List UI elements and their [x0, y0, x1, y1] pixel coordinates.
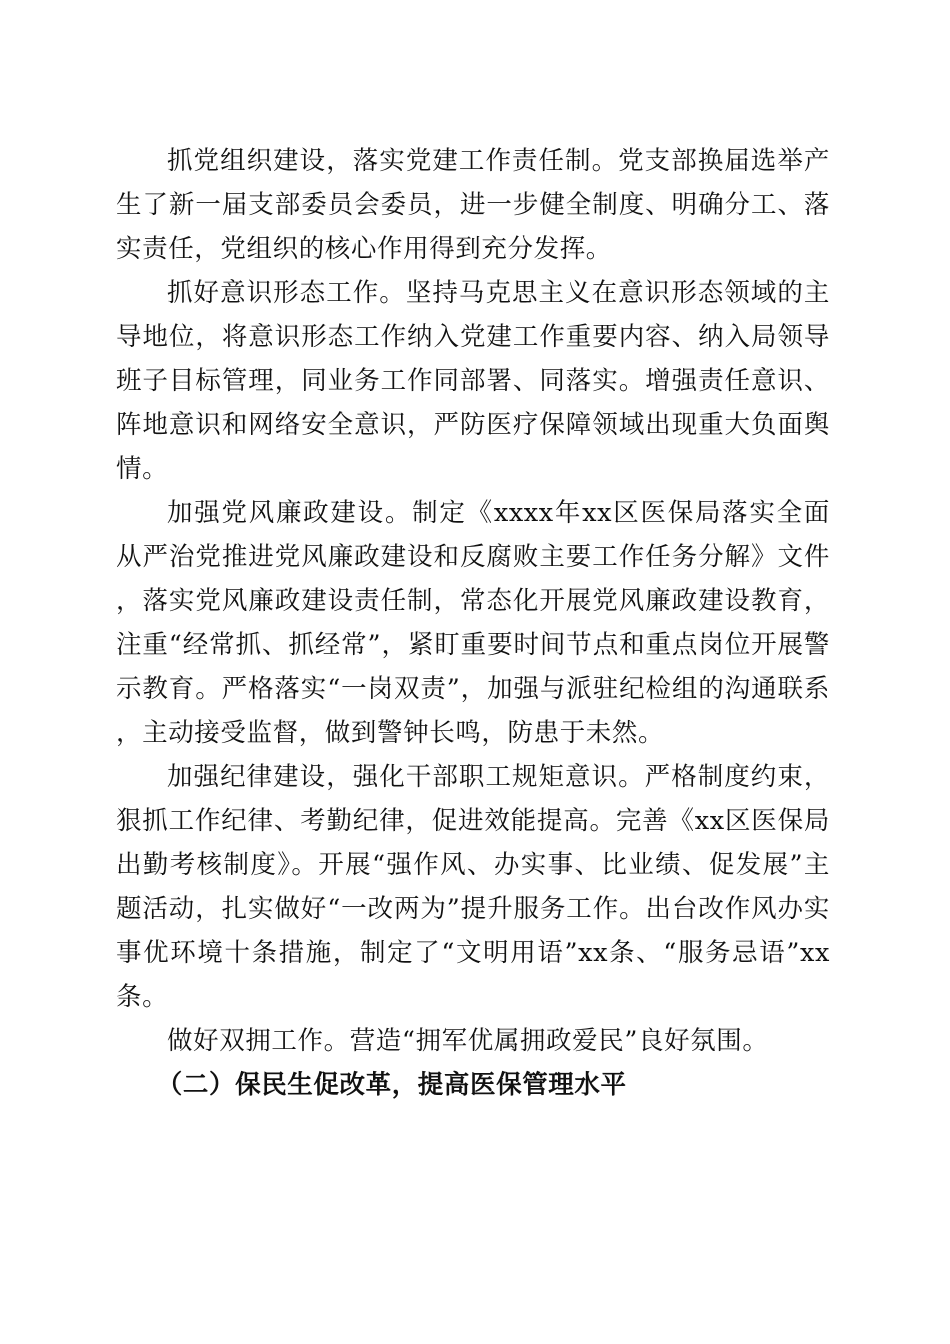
section-heading: （二）保民生促改革，提高医保管理水平: [156, 1070, 627, 1100]
paragraph-double-support: 做好双拥工作。营造“拥军优属拥政爱民”良好氛围。: [167, 1026, 769, 1056]
paragraph-ideology-work: 抓好意识形态工作。坚持马克思主义在意识形态领域的主导地位，将意识形态工作纳入党建工作重要内容、纳入局领导班子目标管理，同业务工作同部署、同落实。增强责任意识、阵地意识和网络安全意识，严防医疗保障领域出现重大负面舆情。: [116, 278, 830, 484]
paragraph-discipline-building: 加强纪律建设，强化干部职工规矩意识。严格制度约束，狠抓工作纪律、考勤纪律，促进效能提高。完善《xx区医保局出勤考核制度》。开展“强作风、办实事、比业绩、促发展”主题活动，扎实做好“一改两为”提升服务工作。出台改作风办实事优环境十条措施，制定了“文明用语”xx条、“服务忌语”xx条。: [116, 762, 830, 1012]
paragraph-party-organization: 抓党组织建设，落实党建工作责任制。党支部换届选举产生了新一届支部委员会委员，进一步健全制度、明确分工、落实责任，党组织的核心作用得到充分发挥。: [116, 146, 830, 264]
document-body: [116, 139, 830, 1107]
paragraph-clean-governance: 加强党风廉政建设。制定《xxxx年xx区医保局落实全面从严治党推进党风廉政建设和反腐败主要工作任务分解》文件，落实党风廉政建设责任制，常态化开展党风廉政建设教育，注重“经常抓、抓经常”，紧盯重要时间节点和重点岗位开展警示教育。严格落实“一岗双责”，加强与派驻纪检组的沟通联系，主动接受监督，做到警钟长鸣，防患于未然。: [116, 498, 830, 748]
